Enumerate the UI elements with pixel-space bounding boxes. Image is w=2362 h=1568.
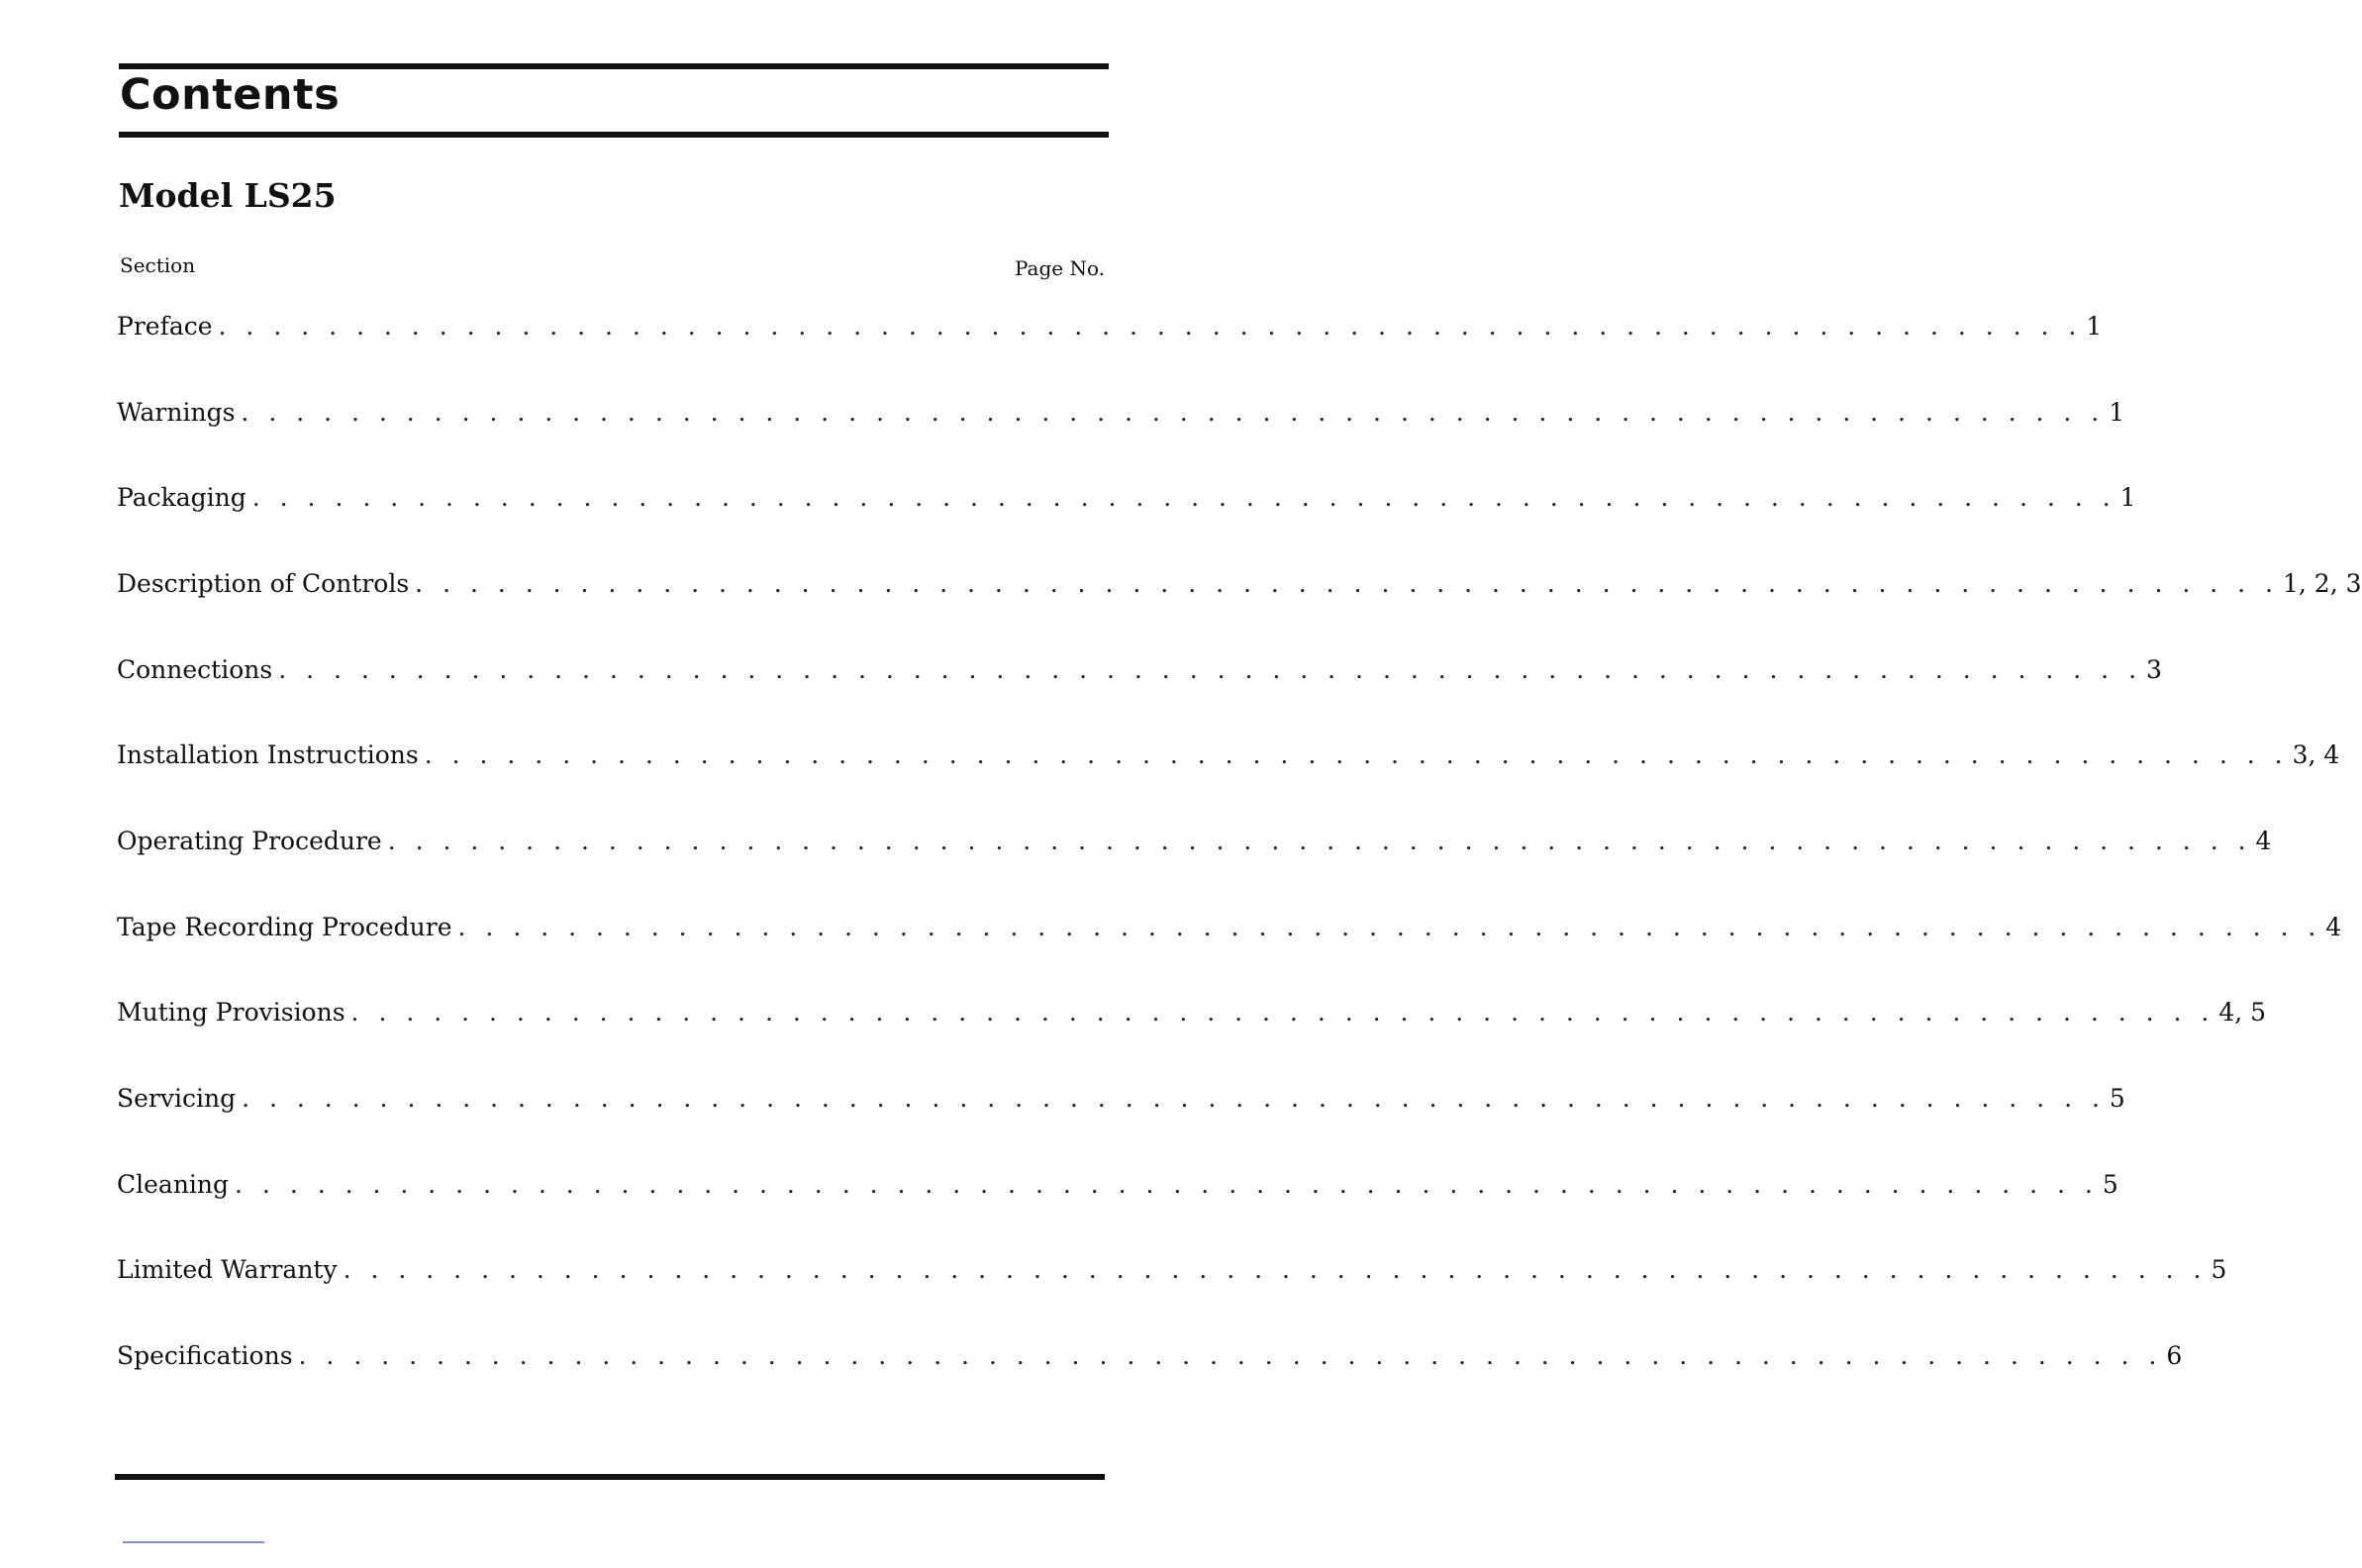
toc-entry-packaging [117, 478, 2136, 518]
dot-leader: . . . . . . . . . . . . . . . . . . . . . . . . . . . . . . . . . . . . . . . . . . . . . . . . . . . . . . . . . . . . . . . . . . . . [457, 913, 2322, 941]
toc-entry-label: Servicing [117, 1084, 237, 1113]
toc-entry-label: Limited Warranty [117, 1255, 338, 1284]
toc-entry-page: 1 [2086, 312, 2103, 341]
toc-entry-page: 5 [2102, 1170, 2118, 1199]
bottom-rule [115, 1474, 1105, 1480]
toc-entry-page: 1, 2, 3 [2283, 569, 2362, 598]
dot-leader: . . . . . . . . . . . . . . . . . . . . . . . . . . . . . . . . . . . . . . . . . . . . . . . . . . . . . . . . . . . . . . . . . . . . [298, 1341, 2163, 1370]
toc-entry-preface [117, 307, 2103, 346]
toc-entry-label: Installation Instructions [117, 740, 419, 769]
toc-entry-cleaning [117, 1165, 2118, 1205]
toc-entry-label: Specifications [117, 1341, 293, 1370]
toc-entry-servicing [117, 1079, 2125, 1119]
toc-entry-label: Preface [117, 312, 213, 341]
toc-entry-limited-warranty [117, 1250, 2227, 1290]
dot-leader: . . . . . . . . . . . . . . . . . . . . . . . . . . . . . . . . . . . . . . . . . . . . . . . . . . . . . . . . . . . . . . . . . . . . [424, 740, 2289, 769]
section-column-header: Section [120, 253, 196, 277]
dot-leader: . . . . . . . . . . . . . . . . . . . . . . . . . . . . . . . . . . . . . . . . . . . . . . . . . . . . . . . . . . . . . . . . . . . . [387, 827, 2252, 855]
toc-entry-description-of-controls [117, 564, 2362, 604]
dot-leader: . . . . . . . . . . . . . . . . . . . . . . . . . . . . . . . . . . . . . . . . . . . . . . . . . . . . . . . . . . . . . . . . . . . . [241, 398, 2106, 427]
toc-entry-page: 4 [2325, 913, 2342, 941]
title-underline-rule [119, 132, 1109, 138]
dot-leader: . . . . . . . . . . . . . . . . . . . . . . . . . . . . . . . . . . . . . . . . . . . . . . . . . . . . . . . . . . . . . . . . . . . . [251, 483, 2116, 512]
toc-entry-page: 3, 4 [2292, 740, 2340, 769]
dot-leader: . . . . . . . . . . . . . . . . . . . . . . . . . . . . . . . . . . . . . . . . . . . . . . . . . . . . . . . . . . . . . . . . . . . . [218, 312, 2083, 341]
toc-entry-label: Operating Procedure [117, 827, 382, 855]
dot-leader: . . . . . . . . . . . . . . . . . . . . . . . . . . . . . . . . . . . . . . . . . . . . . . . . . . . . . . . . . . . . . . . . . . . . [278, 655, 2143, 684]
toc-entry-page: 1 [2119, 483, 2136, 512]
toc-entry-page: 4 [2255, 827, 2272, 855]
toc-entry-operating-procedure [117, 822, 2272, 861]
dot-leader: . . . . . . . . . . . . . . . . . . . . . . . . . . . . . . . . . . . . . . . . . . . . . . . . . . . . . . . . . . . . . . . . . . . . [242, 1084, 2106, 1113]
toc-entry-page: 5 [2211, 1255, 2227, 1284]
toc-entry-page: 5 [2109, 1084, 2125, 1113]
dot-leader: . . . . . . . . . . . . . . . . . . . . . . . . . . . . . . . . . . . . . . . . . . . . . . . . . . . . . . . . . . . . . . . . . . . . [235, 1170, 2099, 1199]
toc-entry-page: 4, 5 [2218, 998, 2267, 1027]
model-title: Model LS25 [119, 176, 337, 215]
toc-entry-label: Packaging [117, 483, 246, 512]
blue-mark-line [123, 1541, 264, 1543]
toc-entry-muting-provisions [117, 993, 2267, 1032]
toc-entry-label: Muting Provisions [117, 998, 345, 1027]
toc-entry-label: Cleaning [117, 1170, 230, 1199]
toc-entry-warnings [117, 393, 2125, 433]
page-column-header: Page No. [1014, 256, 1105, 280]
toc-entry-page: 1 [2109, 398, 2125, 427]
dot-leader: . . . . . . . . . . . . . . . . . . . . . . . . . . . . . . . . . . . . . . . . . . . . . . . . . . . . . . . . . . . . . . . . . . . . [343, 1255, 2208, 1284]
toc-entry-tape-recording-procedure [117, 908, 2342, 947]
toc-entry-page: 6 [2166, 1341, 2183, 1370]
toc-entry-label: Connections [117, 655, 273, 684]
toc-entry-label: Warnings [117, 398, 236, 427]
toc-entry-page: 3 [2146, 655, 2162, 684]
page-title: Contents [120, 70, 341, 120]
dot-leader: . . . . . . . . . . . . . . . . . . . . . . . . . . . . . . . . . . . . . . . . . . . . . . . . . . . . . . . . . . . . . . . . . . . . [350, 998, 2215, 1027]
toc-entry-installation-instructions [117, 735, 2340, 775]
toc-entry-label: Description of Controls [117, 569, 410, 598]
toc-entry-connections [117, 650, 2162, 690]
toc-entry-specifications [117, 1336, 2183, 1376]
dot-leader: . . . . . . . . . . . . . . . . . . . . . . . . . . . . . . . . . . . . . . . . . . . . . . . . . . . . . . . . . . . . . . . . . . . . [415, 569, 2279, 598]
toc-entry-label: Tape Recording Procedure [117, 913, 452, 941]
